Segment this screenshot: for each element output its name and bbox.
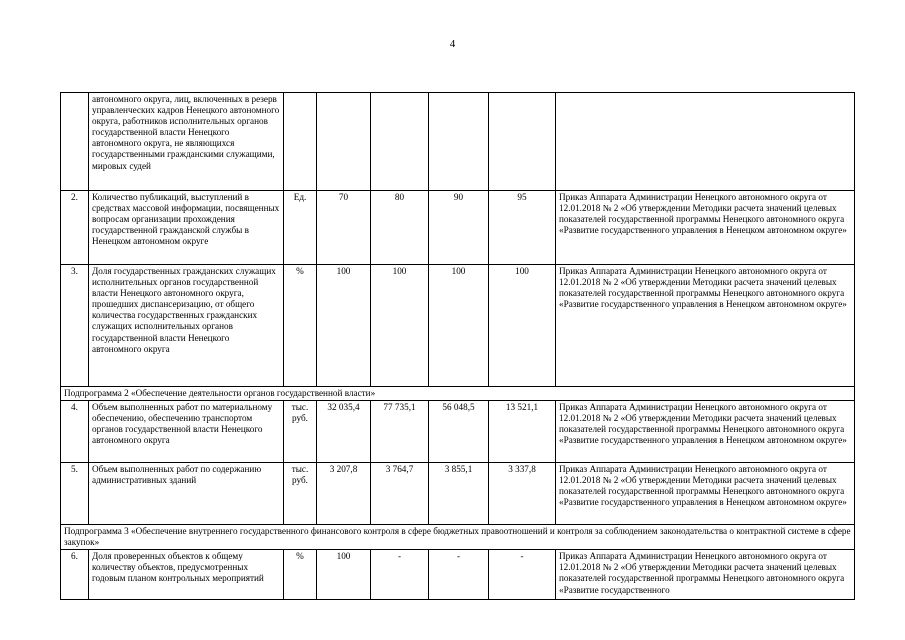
value-cell: - bbox=[371, 550, 429, 600]
value-cell: 77 735,1 bbox=[371, 401, 429, 463]
row-number: 2. bbox=[61, 191, 89, 265]
table-row bbox=[61, 550, 855, 600]
basis-cell: Приказ Аппарата Администрации Ненецкого автономного округа от 12.01.2018 № 2 «Об утверждении Методики расчета значений целевых показателей государственной программы Ненецкого автономного округа «Развитие государственного управления в Ненецком автономном округе» bbox=[556, 265, 855, 387]
row-number: 4. bbox=[61, 401, 89, 463]
value-cell: 80 bbox=[371, 191, 429, 265]
table-row bbox=[61, 191, 855, 265]
table-row bbox=[61, 93, 855, 191]
value-cell bbox=[429, 93, 489, 191]
indicators-table bbox=[60, 92, 855, 600]
row-number bbox=[61, 93, 89, 191]
value-cell: 90 bbox=[429, 191, 489, 265]
basis-cell bbox=[556, 93, 855, 191]
value-cell: 70 bbox=[317, 191, 371, 265]
unit-cell: Ед. bbox=[284, 191, 317, 265]
unit-cell: % bbox=[284, 550, 317, 600]
table-row bbox=[61, 463, 855, 525]
value-cell: 100 bbox=[489, 265, 556, 387]
unit-cell: % bbox=[284, 265, 317, 387]
basis-cell: Приказ Аппарата Администрации Ненецкого автономного округа от 12.01.2018 № 2 «Об утверждении Методики расчета значений целевых показателей государственной программы Ненецкого автономного округа «Развитие государственного управления в Ненецком автономном округе» bbox=[556, 463, 855, 525]
indicator-name: Объем выполненных работ по содержанию административных зданий bbox=[89, 463, 284, 525]
value-cell bbox=[489, 93, 556, 191]
unit-cell bbox=[284, 93, 317, 191]
value-cell: 3 764,7 bbox=[371, 463, 429, 525]
value-cell: 100 bbox=[317, 550, 371, 600]
basis-cell: Приказ Аппарата Администрации Ненецкого автономного округа от 12.01.2018 № 2 «Об утверждении Методики расчета значений целевых показателей государственной программы Ненецкого автономного округа «Развитие государственного управления в Ненецком автономном округе» bbox=[556, 401, 855, 463]
basis-cell: Приказ Аппарата Администрации Ненецкого автономного округа от 12.01.2018 № 2 «Об утверждении Методики расчета значений целевых показателей государственной программы Ненецкого автономного округа «Развитие государственного управления в Ненецком автономном округе» bbox=[556, 191, 855, 265]
value-cell: 3 207,8 bbox=[317, 463, 371, 525]
indicator-name: автономного округа, лиц, включенных в резерв управленческих кадров Ненецкого автономного округа, работников исполнительных органов государственной власти Ненецкого автономного округа, не являющихся государственными гражданскими служащими, мировых судей bbox=[89, 93, 284, 191]
value-cell: 100 bbox=[317, 265, 371, 387]
indicator-name: Доля проверенных объектов к общему количеству объектов, предусмотренных годовым планом контрольных мероприятий bbox=[89, 550, 284, 600]
row-number: 6. bbox=[61, 550, 89, 600]
value-cell: - bbox=[489, 550, 556, 600]
row-number: 5. bbox=[61, 463, 89, 525]
value-cell: 13 521,1 bbox=[489, 401, 556, 463]
indicator-name: Доля государственных гражданских служащих исполнительных органов государственной власти Ненецкого автономного округа, прошедших диспансеризацию, от общего количества государственных гражданских служащих исполнительных органов государственной власти Ненецкого автономного округа bbox=[89, 265, 284, 387]
value-cell: 3 337,8 bbox=[489, 463, 556, 525]
value-cell: 100 bbox=[371, 265, 429, 387]
indicator-name: Объем выполненных работ по материальному обеспечению, обеспечению транспортом органов государственной власти Ненецкого автономного округа bbox=[89, 401, 284, 463]
subprogram-row bbox=[61, 525, 855, 550]
value-cell bbox=[317, 93, 371, 191]
value-cell: 56 048,5 bbox=[429, 401, 489, 463]
table-row bbox=[61, 401, 855, 463]
value-cell bbox=[371, 93, 429, 191]
unit-cell: тыс. руб. bbox=[284, 463, 317, 525]
value-cell: 100 bbox=[429, 265, 489, 387]
page-number: 4 bbox=[449, 38, 456, 50]
value-cell: 32 035,4 bbox=[317, 401, 371, 463]
row-number: 3. bbox=[61, 265, 89, 387]
unit-cell: тыс. руб. bbox=[284, 401, 317, 463]
value-cell: - bbox=[429, 550, 489, 600]
value-cell: 95 bbox=[489, 191, 556, 265]
subprogram-row bbox=[61, 387, 855, 401]
subprogram-title: Подпрограмма 2 «Обеспечение деятельности органов государственной власти» bbox=[61, 387, 855, 401]
table-row bbox=[61, 265, 855, 387]
subprogram-title: Подпрограмма 3 «Обеспечение внутреннего государственного финансового контроля в сфере бюджетных правоотношений и контроля за соблюдением законодательства о контрактной системе в сфере закупок» bbox=[61, 525, 855, 550]
basis-cell: Приказ Аппарата Администрации Ненецкого автономного округа от 12.01.2018 № 2 «Об утверждении Методики расчета значений целевых показателей государственной программы Ненецкого автономного округа «Развитие государственного bbox=[556, 550, 855, 600]
indicator-name: Количество публикаций, выступлений в средствах массовой информации, посвященных вопросам организации прохождения государственной гражданской службы в Ненецком автономном округе bbox=[89, 191, 284, 265]
value-cell: 3 855,1 bbox=[429, 463, 489, 525]
